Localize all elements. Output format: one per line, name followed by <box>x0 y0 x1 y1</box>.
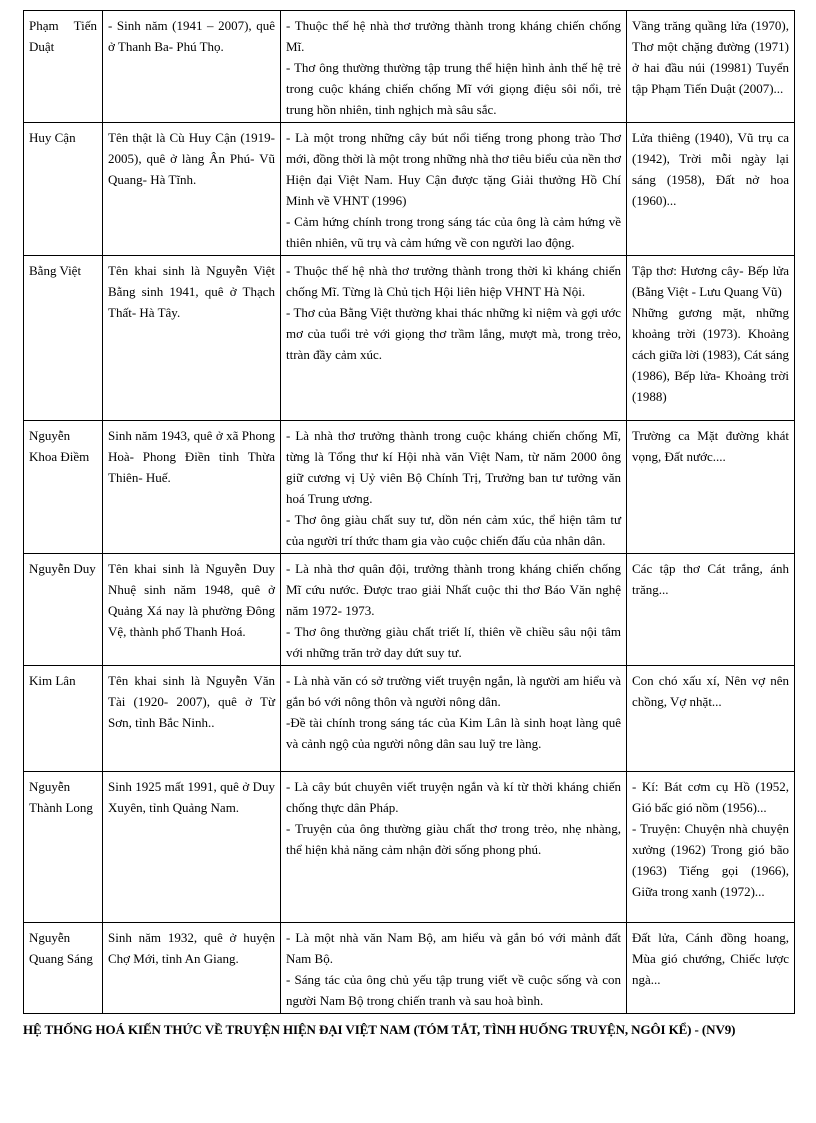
career-paragraph: - Là một trong những cây bút nổi tiếng trong phong trào Thơ mới, đồng thời là một trong những nhà thơ tiêu biểu của nền thơ Hiện đại Việt Nam. Huy Cận được tặng Giải thưởng Hồ Chí Minh về VHNT (1996) <box>286 130 621 208</box>
career-paragraph: - Là nhà văn có sở trường viết truyện ngắn, là người am hiểu và gắn bó với nông thôn và người nông dân. <box>286 673 621 709</box>
author-name-cell: Nguyễn Quang Sáng <box>24 923 103 1014</box>
table-row <box>24 421 795 554</box>
author-bio-cell: Tên thật là Cù Huy Cận (1919- 2005), quê ở làng Ân Phú- Vũ Quang- Hà Tĩnh. <box>103 123 281 256</box>
author-career-cell <box>281 554 627 666</box>
author-works-cell <box>627 554 795 666</box>
author-bio-cell: - Sinh năm (1941 – 2007), quê ở Thanh Ba- Phú Thọ. <box>103 11 281 123</box>
author-works-cell <box>627 923 795 1014</box>
career-paragraph: - Thơ ông thường thường tập trung thể hiện hình ảnh thế hệ trẻ trong cuộc kháng chiến chống Mĩ với giọng điệu sôi nổi, trẻ trung hồn nhiên, tinh nghịch mà sâu sắc. <box>286 60 621 117</box>
author-career-cell <box>281 123 627 256</box>
author-name-cell: Nguyễn Duy <box>24 554 103 666</box>
table-row <box>24 666 795 772</box>
works-paragraph: Con chó xấu xí, Nên vợ nên chồng, Vợ nhặt... <box>632 673 789 709</box>
works-paragraph: Tập thơ: Hương cây- Bếp lửa (Bằng Việt - Lưu Quang Vũ) <box>632 263 789 299</box>
career-paragraph: - Là cây bút chuyên viết truyện ngắn và kí từ thời kháng chiến chống thực dân Pháp. <box>286 779 621 815</box>
career-paragraph: - Cảm hứng chính trong trong sáng tác của ông là cảm hứng về thiên nhiên, vũ trụ và cảm hứng về con người lao động. <box>286 214 621 250</box>
career-paragraph: - Là nhà thơ trưởng thành trong cuộc kháng chiến chống Mĩ, từng là Tổng thư kí Hội nhà văn Việt Nam, từ năm 2000 ông giữ cương vị Uỷ viên Bộ Chính Trị, Trưởng ban tư tưởng văn hoá Trung ương. <box>286 428 621 506</box>
table-row <box>24 554 795 666</box>
table-row <box>24 923 795 1014</box>
works-paragraph: Vầng trăng quầng lửa (1970), Thơ một chặng đường (1971) ở hai đầu núi (19981) Tuyển tập Phạm Tiến Duật (2007)... <box>632 18 789 96</box>
author-career-cell <box>281 923 627 1014</box>
section-heading: HỆ THỐNG HOÁ KIẾN THỨC VỀ TRUYỆN HIỆN ĐẠI VIỆT NAM (TÓM TẮT, TÌNH HUỐNG TRUYỆN, NGÔI KỂ) - (NV9) <box>23 1022 736 1037</box>
author-bio-cell: Sinh 1925 mất 1991, quê ở Duy Xuyên, tỉnh Quảng Nam. <box>103 772 281 923</box>
works-paragraph: Lửa thiêng (1940), Vũ trụ ca (1942), Trời mỗi ngày lại sáng (1958), Đất nở hoa (1960)... <box>632 130 789 208</box>
author-name-cell: Huy Cận <box>24 123 103 256</box>
works-paragraph: Đất lửa, Cánh đồng hoang, Mùa gió chướng, Chiếc lược ngà... <box>632 930 789 987</box>
career-paragraph: - Thuộc thế hệ nhà thơ trưởng thành trong kháng chiến chống Mĩ. <box>286 18 621 54</box>
works-paragraph: Trường ca Mặt đường khát vọng, Đất nước.... <box>632 428 789 464</box>
author-name-cell: Nguyễn Thành Long <box>24 772 103 923</box>
author-career-cell <box>281 772 627 923</box>
authors-table <box>23 10 795 1014</box>
author-bio-cell: Tên khai sinh là Nguyễn Văn Tài (1920- 2007), quê ở Từ Sơn, tỉnh Bắc Ninh.. <box>103 666 281 772</box>
table-row <box>24 256 795 421</box>
works-paragraph: Các tập thơ Cát trắng, ánh trăng... <box>632 561 789 597</box>
career-paragraph: - Thơ ông giàu chất suy tư, dồn nén cảm xúc, thể hiện tâm tư của người trí thức tham gia vào cuộc chiến đấu của nhân dân. <box>286 512 621 548</box>
author-works-cell <box>627 256 795 421</box>
career-paragraph: - Thuộc thế hệ nhà thơ trưởng thành trong thời kì kháng chiến chống Mĩ. Từng là Chủ tịch Hội liên hiệp VHNT Hà Nội. <box>286 263 621 299</box>
author-name-cell: Phạm Tiến Duật <box>24 11 103 123</box>
career-paragraph: - Là một nhà văn Nam Bộ, am hiểu và gắn bó với mảnh đất Nam Bộ. <box>286 930 621 966</box>
author-works-cell <box>627 11 795 123</box>
author-bio-cell: Tên khai sinh là Nguyễn Duy Nhuệ sinh năm 1948, quê ở Quảng Xá nay là phường Đông Vệ, thành phố Thanh Hoá. <box>103 554 281 666</box>
author-works-cell <box>627 421 795 554</box>
table-row <box>24 123 795 256</box>
works-paragraph: Những gương mặt, những khoảng trời (1973). Khoảng cách giữa lời (1983), Cát sáng (1986), Bếp lửa- Khoảng trời (1988) <box>632 305 789 404</box>
author-works-cell <box>627 666 795 772</box>
table-row <box>24 11 795 123</box>
author-name-cell: Kim Lân <box>24 666 103 772</box>
author-career-cell <box>281 666 627 772</box>
author-works-cell <box>627 123 795 256</box>
author-bio-cell: Tên khai sinh là Nguyễn Việt Bằng sinh 1941, quê ở Thạch Thất- Hà Tây. <box>103 256 281 421</box>
table-row <box>24 772 795 923</box>
career-paragraph: -Đề tài chính trong sáng tác của Kim Lân là sinh hoạt làng quê và cảnh ngộ của người nông dân sau luỹ tre làng. <box>286 715 621 751</box>
author-name-cell: Nguyễn Khoa Điềm <box>24 421 103 554</box>
career-paragraph: - Thơ của Bằng Việt thường khai thác những kỉ niệm và gợi ước mơ của tuổi trẻ với giọng thơ trầm lắng, mượt mà, trong trẻo, ttràn đầy cảm xúc. <box>286 305 621 362</box>
author-name-cell: Bằng Việt <box>24 256 103 421</box>
career-paragraph: - Sáng tác của ông chủ yếu tập trung viết về cuộc sống và con người Nam Bộ trong chiến tranh và sau hoà bình. <box>286 972 621 1008</box>
author-works-cell <box>627 772 795 923</box>
author-career-cell <box>281 421 627 554</box>
author-bio-cell: Sinh năm 1932, quê ở huyện Chợ Mới, tỉnh An Giang. <box>103 923 281 1014</box>
author-bio-cell: Sinh năm 1943, quê ở xã Phong Hoà- Phong Điền tỉnh Thừa Thiên- Huế. <box>103 421 281 554</box>
career-paragraph: - Là nhà thơ quân đội, trưởng thành trong kháng chiến chống Mĩ cứu nước. Được trao giải Nhất cuộc thi thơ Báo Văn nghệ năm 1972- 1973. <box>286 561 621 618</box>
works-paragraph: - Truyện: Chuyện nhà chuyện xưởng (1962) Trong gió bão (1963) Tiếng gọi (1966), Giữa trong xanh (1972)... <box>632 821 789 899</box>
career-paragraph: - Thơ ông thường giàu chất triết lí, thiên về chiều sâu nội tâm với những trăn trở day dứt suy tư. <box>286 624 621 660</box>
author-career-cell <box>281 11 627 123</box>
works-paragraph: - Kí: Bát cơm cụ Hồ (1952, Gió bấc gió nồm (1956)... <box>632 779 789 815</box>
author-career-cell <box>281 256 627 421</box>
career-paragraph: - Truyện của ông thường giàu chất thơ trong trẻo, nhẹ nhàng, thể hiện khả năng cảm nhận đời sống phong phú. <box>286 821 621 857</box>
